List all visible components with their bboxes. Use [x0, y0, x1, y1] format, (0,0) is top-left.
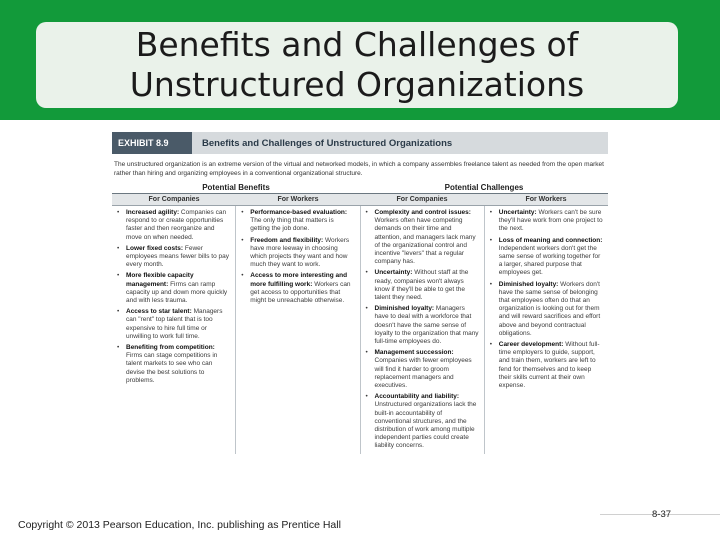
bullet-text: Companies can respond to or create opportunities faster and then reorganize and move on when needed.	[126, 209, 227, 241]
bullet-item	[240, 209, 354, 234]
bullet-heading: Career development:	[498, 341, 564, 349]
bullet-item	[489, 237, 603, 278]
column-challenges-workers	[485, 206, 608, 454]
bullet-heading: Uncertainty:	[498, 209, 537, 216]
subheader-row	[112, 194, 608, 206]
slide-title: Benefits and Challenges of Unstructured Organizations	[129, 25, 585, 104]
exhibit-number: EXHIBIT 8.9	[112, 132, 192, 154]
bullet-item	[116, 344, 230, 385]
bullet-text: Fewer employees means fewer bills to pay every month.	[126, 244, 229, 269]
group-challenges: Potential Challenges	[444, 183, 524, 192]
bullet-heading: Uncertainty:	[374, 269, 413, 277]
bullet-text: Workers don't have the same sense of belonging that employees often do that an organization is looking out for them and will reward sacrifices and effort above and beyond contractual obligations.	[498, 280, 601, 337]
bullet-text: The only thing that matters is getting the job done.	[250, 217, 334, 233]
subheader-challenges-workers: For Workers	[525, 196, 567, 203]
subheader-challenges-companies: For Companies	[396, 196, 448, 203]
bullet-heading: Access to more interesting and more fulfilling work:	[250, 272, 348, 288]
exhibit-table	[112, 132, 608, 514]
bullet-heading: Diminished loyalty:	[498, 280, 559, 288]
bullet-text: Without full-time employers to guide, support, and train them, workers are left to fend for themselves and to keep their skills current at their own expense.	[498, 341, 600, 390]
exhibit-intro: The unstructured organization is an extreme version of the virtual and networked models, in which a company assembles freelance talent as needed from the open market rather than hiring and organizing employees in a conventional organizational structure.	[114, 161, 604, 177]
bullet-heading: Diminished loyalty:	[374, 305, 435, 313]
column-challenges-companies	[361, 206, 485, 454]
bullet-heading: Management succession:	[374, 349, 454, 357]
bullet-text: Unstructured organizations lack the built-in accountability of conventional structures, and the distribution of work among multiple independent parties could create liability concerns.	[374, 401, 477, 450]
exhibit-title: Benefits and Challenges of Unstructured Organizations	[192, 132, 608, 154]
column-benefits-workers	[236, 206, 360, 454]
bullet-heading: Benefiting from competition:	[126, 344, 215, 352]
bullet-item	[240, 272, 354, 305]
bullet-item	[240, 237, 354, 270]
bullet-item	[116, 308, 230, 341]
bullet-text: Firms can ramp capacity up and down more quickly and with less trauma.	[126, 280, 228, 305]
bullet-item	[365, 269, 479, 302]
bullet-heading: Lower fixed costs:	[126, 244, 184, 252]
bullet-text: Workers can get access to opportunities that might be unreachable otherwise.	[250, 280, 351, 305]
bullet-heading: Loss of meaning and connection:	[498, 236, 603, 244]
title-box	[36, 22, 678, 108]
column-benefits-companies	[112, 206, 236, 454]
subheader-benefits-workers: For Workers	[277, 196, 319, 203]
bullet-item	[365, 349, 479, 390]
bullet-item	[489, 209, 603, 234]
bullet-text: Managers have to deal with a workforce that doesn't have the same sense of loyalty to the organization that many full-time employees do.	[374, 305, 479, 346]
bullet-item	[365, 393, 479, 450]
bullet-heading: Performance-based evaluation:	[250, 209, 348, 216]
bullet-item	[116, 245, 230, 270]
bullet-text: Firms can stage competitions in talent markets to see who can devise the best solutions to problems.	[126, 352, 218, 384]
exhibit-columns	[112, 206, 608, 454]
group-header-row	[112, 182, 608, 194]
bullet-heading: Increased agility:	[126, 209, 180, 216]
page-number: 8-37	[652, 509, 672, 520]
copyright-notice: Copyright © 2013 Pearson Education, Inc. publishing as Prentice Hall	[18, 519, 341, 531]
bullet-heading: Complexity and control issues:	[374, 209, 471, 216]
bullet-text: Managers can "rent" top talent that is too expensive to hire full time or unwilling to work full time.	[126, 308, 223, 340]
bullet-heading: Access to star talent:	[126, 308, 192, 316]
bullet-text: Without staff at the ready, companies won't always know if they'll be able to get the talent they need.	[374, 269, 469, 302]
subheader-benefits-companies: For Companies	[148, 196, 200, 203]
bullet-item	[116, 209, 230, 242]
bullet-item	[365, 209, 479, 266]
bullet-item	[116, 272, 230, 305]
group-benefits: Potential Benefits	[202, 183, 270, 192]
bullet-text: Workers often have competing demands on their time and attention, and managers lack many of the organizational control and incentive "levers" that a regular company has.	[374, 217, 476, 266]
bullet-item	[489, 281, 603, 338]
bullet-heading: Freedom and flexibility:	[250, 236, 324, 244]
bullet-item	[489, 341, 603, 390]
bullet-text: Workers have more leeway in choosing which projects they want and how much they want to work.	[250, 236, 350, 269]
bullet-text: Workers can't be sure they'll have work from one project to the next.	[498, 209, 603, 233]
bullet-heading: Accountability and liability:	[374, 393, 460, 401]
bullet-item	[365, 305, 479, 346]
exhibit-header	[112, 132, 608, 154]
bullet-heading: More flexible capacity management:	[126, 272, 194, 288]
bullet-text: Independent workers don't get the same sense of working together for a larger, shared purpose that employees get.	[498, 244, 601, 277]
bullet-text: Companies with fewer employees will find it harder to groom replacement managers and executives.	[374, 357, 472, 390]
